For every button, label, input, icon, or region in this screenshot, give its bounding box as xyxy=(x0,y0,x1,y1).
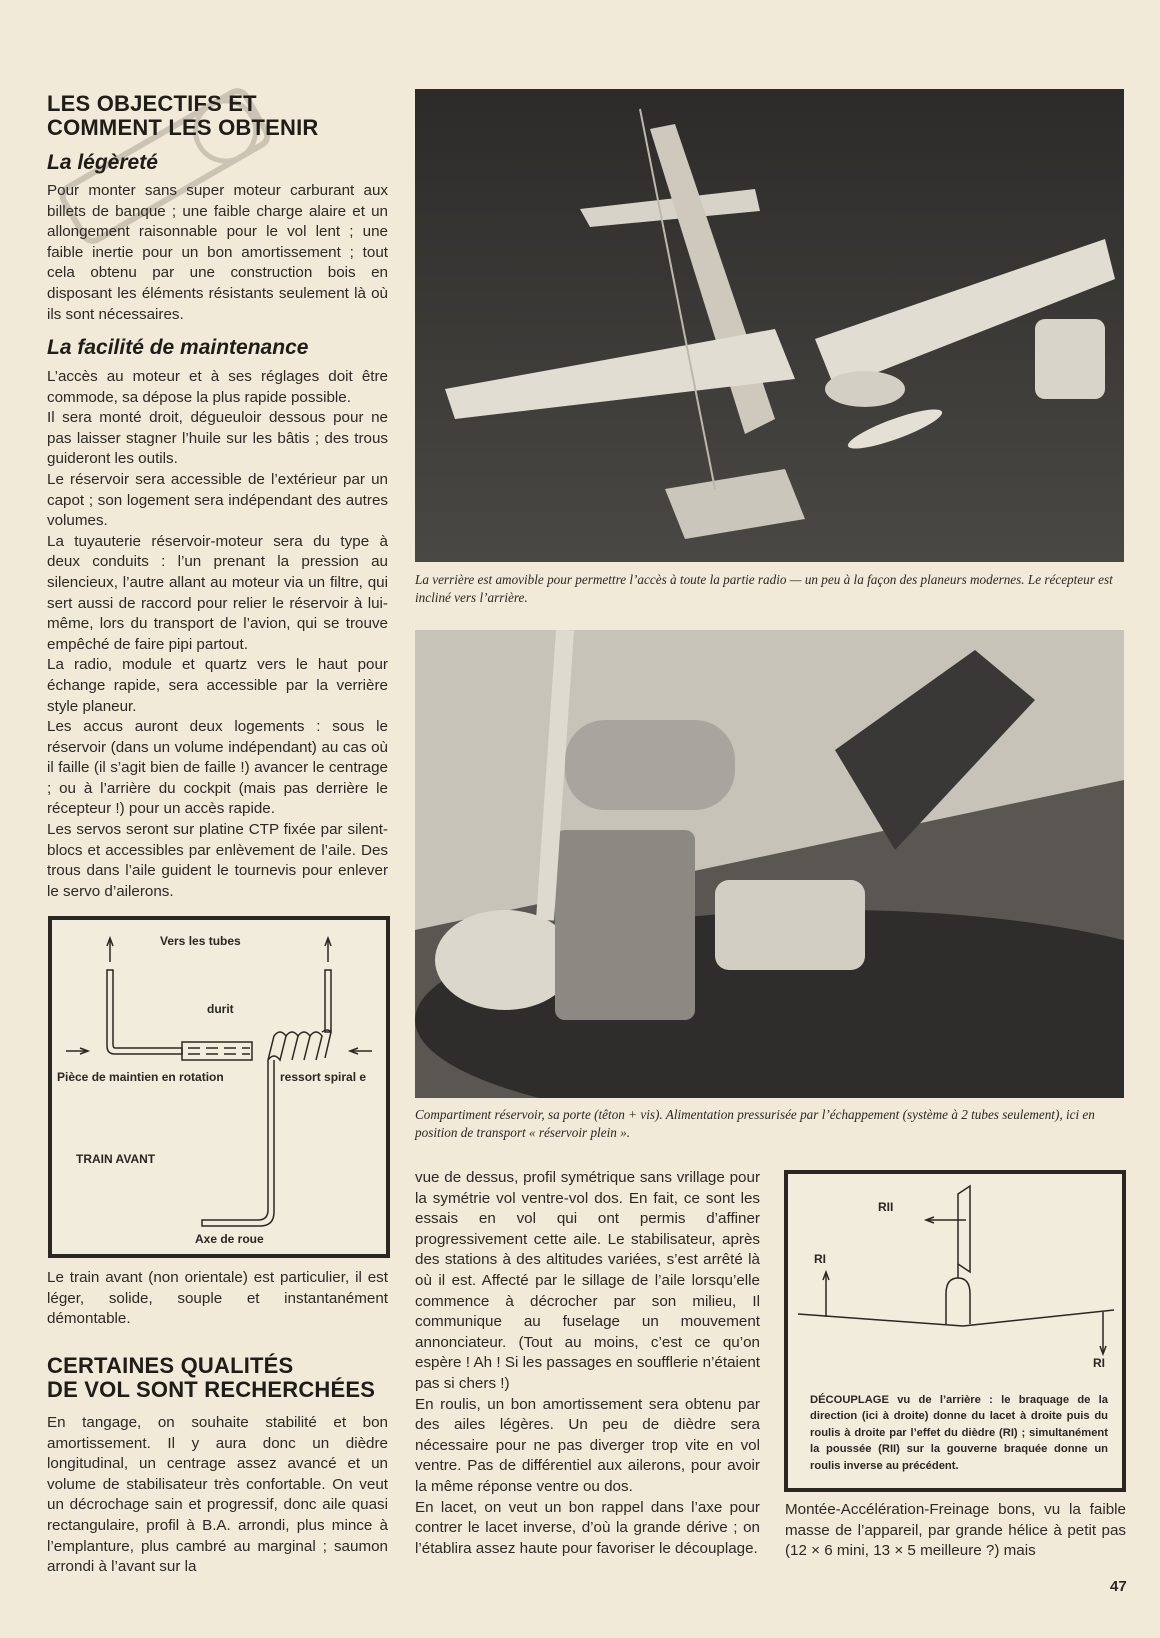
paragraph: Montée-Accélération-Freinage bons, vu la faible masse de l’appareil, par grande hélice à petit pas (12 × 6 mini, 13 × 5 meilleure ?) mais xyxy=(785,1501,1126,1560)
paragraph: Les accus auront deux logements : sous le réservoir (dans un volume indépendant) au cas où il faille (il s’agit bien de faille !) avancer le centrage ; ou à l’arrière du cockpit (mais pas derrière le récepteur !) pour un accès rapide. xyxy=(47,718,388,818)
heading-line: LES OBJECTIFS ET xyxy=(47,91,257,116)
label-rii: RII xyxy=(878,1200,894,1214)
paragraphs-maintenance xyxy=(47,367,388,902)
section-heading-qualites xyxy=(47,1354,392,1402)
paragraph: Le train avant (non orientale) est particulier, il est léger, solide, souple et instantanément démontable. xyxy=(47,1269,388,1328)
paragraph-train-avant xyxy=(47,1268,388,1330)
label-train-avant: TRAIN AVANT xyxy=(76,1152,156,1166)
heading-line: DE VOL SONT RECHERCHÉES xyxy=(47,1377,376,1402)
section-heading-objectives xyxy=(47,92,387,140)
paragraph: L’accès au moteur et à ses réglages doit être commode, sa dépose la plus rapide possible. xyxy=(47,368,388,406)
paragraph: Il sera monté droit, dégueuloir dessous pour ne pas laisser stagner l’huile sur les bâtis ; des trous guideront les outils. xyxy=(47,409,388,468)
page-number: 47 xyxy=(1110,1578,1127,1595)
label-axe-de-roue: Axe de roue xyxy=(195,1232,264,1246)
paragraph-legerete xyxy=(47,181,388,325)
engine-illustration xyxy=(415,630,1124,1098)
paragraph-tangage xyxy=(47,1413,388,1578)
photo-caption-1: La verrière est amovible pour permettre l’accès à toute la partie radio — un peu à la façon des planeurs modernes. Le récepteur est incliné vers l’arrière. xyxy=(415,572,1113,605)
label-durit: durit xyxy=(207,1002,234,1016)
paragraph: En lacet, on veut un bon rappel dans l’axe pour contrer le lacet inverse, d’où la grande dérive ; on l’établira assez haute pour favoriser le découplage. xyxy=(415,1498,760,1557)
photo-model-airplane xyxy=(415,89,1124,562)
label-ri-right: RI xyxy=(1093,1356,1105,1370)
decouplage-diagram xyxy=(784,1170,1126,1492)
paragraph: La tuyauterie réservoir-moteur sera du type à deux conduits : l’un prenant la pression au silencieux, l’autre allant au moteur via un filtre, qui sert aussi de raccord pour relier le réservoir à lui-même, lors du transport de l’avion, qui se trouve empêché de faire pipi partout. xyxy=(47,532,388,653)
subheading-legerete: La légèreté xyxy=(47,151,158,174)
decouplage-caption: DÉCOUPLAGE vu de l’arrière : le braquage de la direction (ici à droite) donne du lacet à droite puis du roulis à droite par l’effet du dièdre (RI) ; simultanément la poussée (RII) sur la gouverne braquée donne un roulis inverse au précédent. xyxy=(810,1394,1108,1472)
paragraph: vue de dessus, profil symétrique sans vrillage pour la symétrie vol ventre-vol dos. En fait, ce sont les essais en vol qui ont permis d’affiner progressivement cette aile. Le stabilisateur, après des stations à des altitudes variées, s’est arrêté là où il est. Affecté par le sillage de l’aile lorsqu’elle commence à décrocher par son milieu, Il communique au fuselage un mouvement annonciateur. (Tout au moins, c’est ce qu’on espère ! Ah ! Si les passages en soufflerie n’étaient pas si chers !) xyxy=(415,1169,760,1392)
paragraph: Pour monter sans super moteur carburant aux billets de banque ; une faible charge alaire et un allongement raisonnable pour le vol lent ; une faible inertie pour un bon amortissement ; tout cela obtenu par une construction bois en disposant les éléments résistants seulement là où ils sont nécessaires. xyxy=(47,182,388,323)
paragraph: Le réservoir sera accessible de l’extérieur par un capot ; son logement sera indépendant des autres volumes. xyxy=(47,470,388,530)
photo-caption-2: Compartiment réservoir, sa porte (têton + vis). Alimentation pressurisée par l’échappement (système à 2 tubes seulement), ici en position de transport « réservoir plein ». xyxy=(415,1107,1095,1140)
airplane-illustration xyxy=(415,89,1124,562)
label-piece-maintien: Pièce de maintien en rotation xyxy=(57,1070,224,1084)
paragraph: En roulis, un bon amortissement sera obtenu par des ailes légères. Un peu de dièdre sera nécessaire pour ne pas diverger trop vite en vol ventre. Pas de différentiel aux ailerons, pour avoir la même réponse ventre ou dos. xyxy=(415,1395,760,1495)
label-ressort-spirale: ressort spiral e xyxy=(280,1070,367,1084)
label-ri-left: RI xyxy=(814,1252,826,1266)
heading-line: COMMENT LES OBTENIR xyxy=(47,115,319,140)
train-avant-diagram xyxy=(48,916,390,1258)
paragraph-montee xyxy=(785,1500,1126,1562)
paragraph: La radio, module et quartz vers le haut pour échange rapide, sera accessible par la verrière style planeur. xyxy=(47,656,388,715)
decouplage-drawing xyxy=(788,1174,1122,1374)
paragraph: En tangage, on souhaite stabilité et bon amortissement. Il y aura donc un dièdre longitudinal, un centrage assez avancé et un volume de stabilisateur très confortable. On veut un décrochage sain et progressif, donc aile quasi rectangulaire, profil à B.A. arrondi, plus mince à l’emplanture, plus cambré au marginal ; saumon arrondi à l’avant sur la xyxy=(47,1414,388,1576)
label-vers-les-tubes: Vers les tubes xyxy=(160,934,241,948)
subheading-maintenance: La facilité de maintenance xyxy=(47,336,309,359)
train-avant-drawing xyxy=(52,920,386,1254)
photo-engine-compartment xyxy=(415,630,1124,1098)
paragraph: Les servos seront sur platine CTP fixée par silent-blocs et accessibles par enlèvement de l’aile. Des trous dans l’aile guident le tournevis pour enlever le servo d’ailerons. xyxy=(47,821,388,900)
heading-line: CERTAINES QUALITÉS xyxy=(47,1353,294,1378)
paragraphs-col2 xyxy=(415,1168,760,1559)
